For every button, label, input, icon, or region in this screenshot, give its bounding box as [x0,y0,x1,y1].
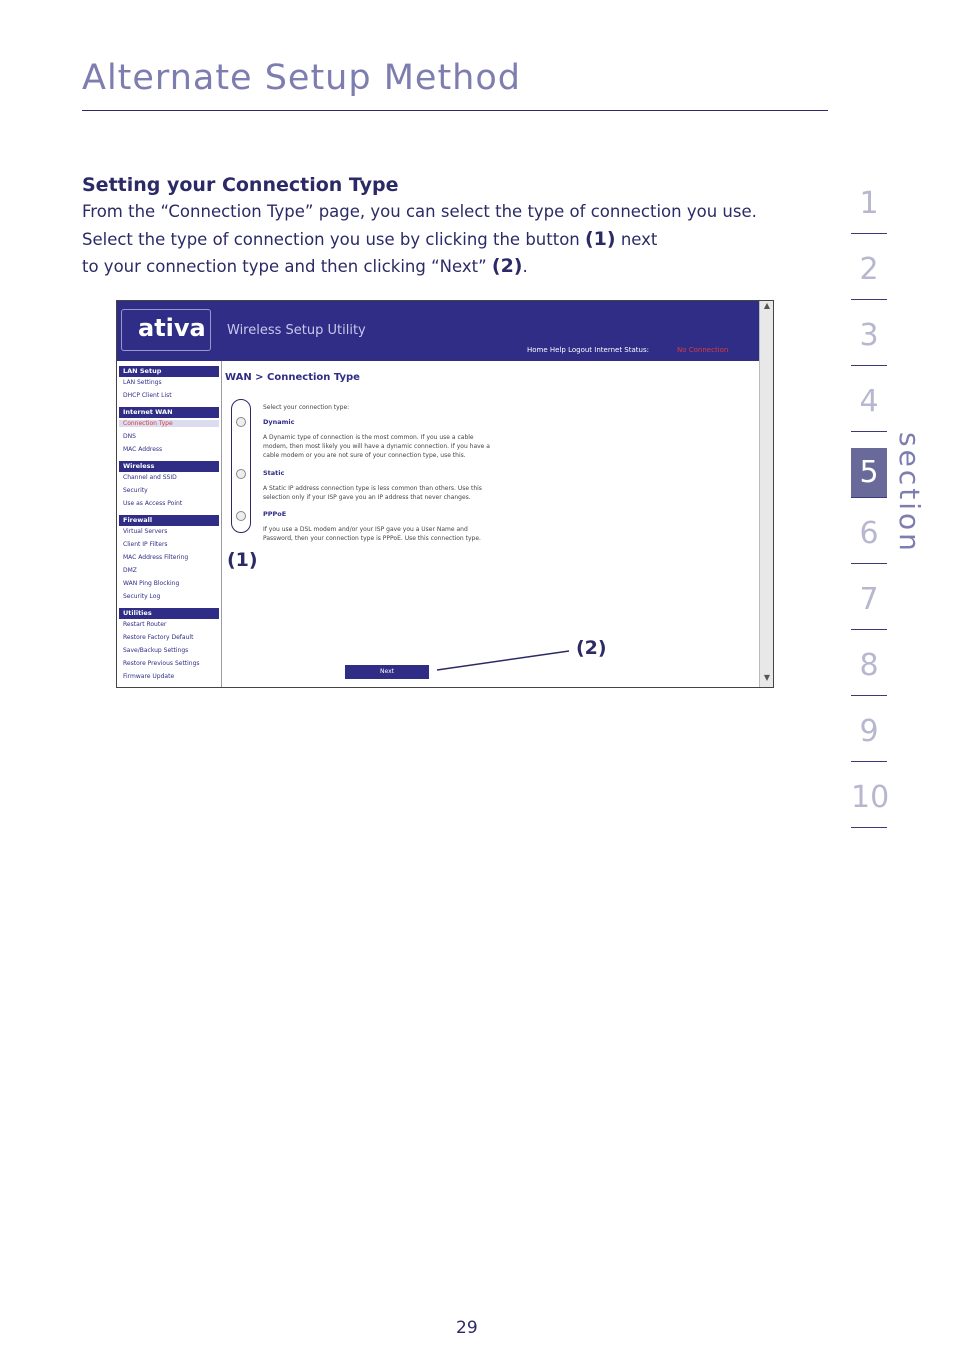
sidebar-item[interactable]: Connection Type [119,420,219,427]
option-desc: If you use a DSL modem and/or your ISP gave you a User Name and [263,526,468,533]
sidebar-item[interactable]: DHCP Client List [123,392,172,399]
sidebar-item[interactable]: DNS [123,433,136,440]
page-number: 29 [456,1318,478,1338]
sidebar-section-header: Internet WAN [119,407,219,418]
section-tab-6[interactable]: 6 [859,516,879,551]
sidebar-item[interactable]: Channel and SSID [123,474,177,481]
body-text: . [522,257,528,276]
header-links[interactable]: Home Help Logout Internet Status: [527,346,649,354]
scroll-up-icon[interactable]: ▲ [763,301,771,310]
option-desc: A Dynamic type of connection is the most common. If you use a cable [263,434,474,441]
annotation-leader-line [117,301,773,687]
sidebar-item[interactable]: DMZ [123,567,137,574]
option-desc: cable modem or you are not sure of your connection type, use this. [263,452,466,459]
section-tab-divider [851,695,887,696]
section-tab-divider [851,497,887,498]
section-tab-5[interactable]: 5 [851,448,887,498]
option-desc: selection only if your ISP gave you an IP address that never changes. [263,494,471,501]
annotation-2: (2) [576,637,607,659]
section-tab-4[interactable]: 4 [859,384,879,419]
sidebar-item[interactable]: Restore Factory Default [123,634,194,641]
sidebar-item[interactable]: MAC Address [123,446,163,453]
select-prompt: Select your connection type: [263,404,350,411]
body-text: next [615,230,658,249]
option-pppoe-name: PPPoE [263,510,287,518]
sidebar-item[interactable]: Save/Backup Settings [123,647,189,654]
sidebar-item[interactable]: Firmware Update [123,673,175,680]
utility-screenshot [116,300,774,688]
sidebar-item[interactable]: Security [123,487,148,494]
sidebar-item[interactable]: LAN Settings [123,379,162,386]
callout-2: (2) [491,255,523,277]
option-dynamic-name: Dynamic [263,418,295,426]
section-tab-divider [851,761,887,762]
section-tab-1[interactable]: 1 [859,186,879,221]
sidebar-section-header: Wireless [119,461,219,472]
section-tab-3[interactable]: 3 [859,318,879,353]
body-line-3 [82,255,528,277]
section-tab-7[interactable]: 7 [859,582,879,617]
annotation-1: (1) [227,549,258,571]
body-line-1: From the “Connection Type” page, you can select the type of connection you use. [82,202,757,221]
sidebar-section-header: LAN Setup [119,366,219,377]
section-tab-10[interactable]: 10 [851,780,890,815]
sidebar-item[interactable]: Client IP Filters [123,541,168,548]
sidebar-item[interactable]: Use as Access Point [123,500,183,507]
section-tab-divider [851,365,887,366]
option-desc: Password, then your connection type is PPPoE. Use this connection type. [263,535,481,542]
option-static-name: Static [263,469,285,477]
page-title: Alternate Setup Method [82,58,521,98]
next-button[interactable]: Next [345,665,429,679]
sidebar-item[interactable]: WAN Ping Blocking [123,580,180,587]
section-tab-8[interactable]: 8 [859,648,879,683]
section-heading: Setting your Connection Type [82,174,399,196]
sidebar-section-header: Firewall [119,515,219,526]
title-divider [82,110,828,111]
sidebar-item[interactable]: Restart Router [123,621,167,628]
option-desc: modem, then most likely you will have a dynamic connection. If you have a [263,443,490,450]
body-text: to your connection type and then clicking “Next” [82,257,492,276]
section-tab-divider [851,431,887,432]
main-heading: WAN > Connection Type [225,372,360,383]
section-label [893,432,937,562]
sidebar-item[interactable]: Restore Previous Settings [123,660,200,667]
sidebar-section-header: Utilities [119,608,219,619]
section-tab-divider [851,233,887,234]
body-text: Select the type of connection you use by clicking the button [82,230,585,249]
section-label-text: section [893,432,926,554]
section-tab-divider [851,563,887,564]
body-line-2 [82,228,657,250]
section-tab-9[interactable]: 9 [859,714,879,749]
internet-status: No Connection [677,346,729,354]
sidebar-item[interactable]: MAC Address Filtering [123,554,189,561]
section-tab-divider [851,299,887,300]
logo-text: ativa [138,314,206,342]
callout-1: (1) [585,228,616,250]
scroll-down-icon[interactable]: ▼ [763,673,771,682]
section-tab-2[interactable]: 2 [859,252,879,287]
option-desc: A Static IP address connection type is less common than others. Use this [263,485,482,492]
sidebar-item[interactable]: Security Log [123,593,161,600]
section-tab-divider [851,827,887,828]
sidebar-item[interactable]: Virtual Servers [123,528,168,535]
section-tab-divider [851,629,887,630]
app-title: Wireless Setup Utility [227,323,366,338]
